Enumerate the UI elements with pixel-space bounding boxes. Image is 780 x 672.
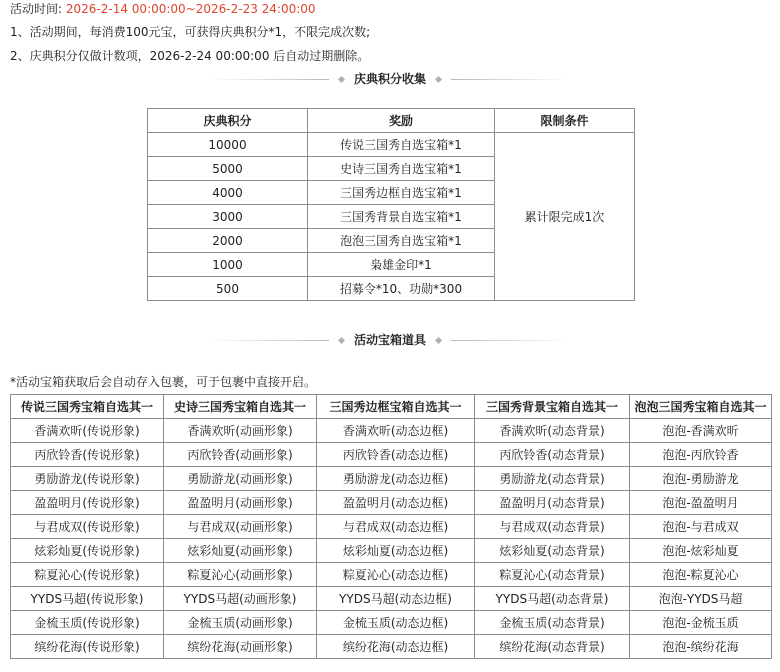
table-cell: 与君成双(动态背景) <box>475 515 630 539</box>
table-cell: 缤纷花海(动画形象) <box>164 635 317 659</box>
title-divider-left <box>209 340 329 341</box>
limit-header-cell: 限制条件 <box>495 109 635 133</box>
table-cell: 炫彩灿夏(动态边框) <box>317 539 475 563</box>
box-note: *活动宝箱获取后会自动存入包裹，可于包裹中直接开启。 <box>10 375 317 389</box>
table-cell: 丙欣铃香(动态背景) <box>475 443 630 467</box>
table-cell: 金梳玉质(动画形象) <box>164 611 317 635</box>
table-cell: 粽夏沁心(动态背景) <box>475 563 630 587</box>
points-table-header-row <box>148 109 635 133</box>
table-row <box>11 635 772 659</box>
bubble-box-header: 泡泡三国秀宝箱自选其一 <box>630 395 772 419</box>
title-divider-left <box>209 79 329 80</box>
table-cell: 泡泡-与君成双 <box>630 515 772 539</box>
reward-cell: 史诗三国秀自选宝箱*1 <box>308 157 495 181</box>
box-table <box>10 394 772 659</box>
table-cell: 丙欣铃香(传说形象) <box>11 443 164 467</box>
table-cell: 炫彩灿夏(传说形象) <box>11 539 164 563</box>
table-row <box>148 133 635 157</box>
table-cell: 丙欣铃香(动态边框) <box>317 443 475 467</box>
diamond-icon <box>338 337 345 344</box>
table-row <box>11 419 772 443</box>
title-divider-right <box>451 79 571 80</box>
table-cell: 缤纷花海(动态边框) <box>317 635 475 659</box>
title-divider-right <box>451 340 571 341</box>
reward-cell: 泡泡三国秀自选宝箱*1 <box>308 229 495 253</box>
points-section-title <box>0 71 780 87</box>
table-cell: 盈盈明月(动画形象) <box>164 491 317 515</box>
points-section-title-text: 庆典积分收集 <box>353 72 426 86</box>
table-cell: 金梳玉质(传说形象) <box>11 611 164 635</box>
points-cell: 3000 <box>148 205 308 229</box>
diamond-icon <box>435 337 442 344</box>
table-row <box>11 491 772 515</box>
table-cell: YYDS马超(动态背景) <box>475 587 630 611</box>
table-cell: 金梳玉质(动态边框) <box>317 611 475 635</box>
box-section-title <box>0 332 780 348</box>
table-cell: 与君成双(传说形象) <box>11 515 164 539</box>
table-cell: 与君成双(动画形象) <box>164 515 317 539</box>
table-cell: 泡泡-YYDS马超 <box>630 587 772 611</box>
table-cell: 泡泡-丙欣铃香 <box>630 443 772 467</box>
table-row <box>11 539 772 563</box>
limit-cell: 累计限完成1次 <box>495 133 635 301</box>
points-table <box>147 108 635 301</box>
box-table-header-row <box>11 395 772 419</box>
table-cell: YYDS马超(动态边框) <box>317 587 475 611</box>
points-cell: 2000 <box>148 229 308 253</box>
table-cell: 丙欣铃香(动画形象) <box>164 443 317 467</box>
reward-cell: 招募令*10、功勋*300 <box>308 277 495 301</box>
table-cell: 勇励游龙(动态边框) <box>317 467 475 491</box>
table-cell: 缤纷花海(动态背景) <box>475 635 630 659</box>
background-box-header: 三国秀背景宝箱自选其一 <box>475 395 630 419</box>
reward-cell: 枭雄金印*1 <box>308 253 495 277</box>
points-header-cell: 庆典积分 <box>148 109 308 133</box>
event-rule-1: 1、活动期间，每消费100元宝，可获得庆典积分*1，不限完成次数; <box>10 25 371 39</box>
table-row <box>11 515 772 539</box>
reward-cell: 三国秀背景自选宝箱*1 <box>308 205 495 229</box>
table-cell: YYDS马超(动画形象) <box>164 587 317 611</box>
reward-cell: 传说三国秀自选宝箱*1 <box>308 133 495 157</box>
points-cell: 4000 <box>148 181 308 205</box>
legend-box-header: 传说三国秀宝箱自选其一 <box>11 395 164 419</box>
table-cell: 粽夏沁心(传说形象) <box>11 563 164 587</box>
points-cell: 1000 <box>148 253 308 277</box>
table-cell: 香满欢昕(传说形象) <box>11 419 164 443</box>
table-cell: 金梳玉质(动态背景) <box>475 611 630 635</box>
table-cell: 盈盈明月(传说形象) <box>11 491 164 515</box>
table-cell: 粽夏沁心(动态边框) <box>317 563 475 587</box>
table-cell: 泡泡-盈盈明月 <box>630 491 772 515</box>
table-cell: 盈盈明月(动态背景) <box>475 491 630 515</box>
event-time-value: 2026-2-14 00:00:00~2026-2-23 24:00:00 <box>65 2 316 16</box>
epic-box-header: 史诗三国秀宝箱自选其一 <box>164 395 317 419</box>
table-cell: 泡泡-金梳玉质 <box>630 611 772 635</box>
table-cell: 炫彩灿夏(动画形象) <box>164 539 317 563</box>
table-cell: 香满欢昕(动态边框) <box>317 419 475 443</box>
event-time-label: 活动时间: <box>10 2 63 16</box>
diamond-icon <box>435 76 442 83</box>
event-time-line <box>10 1 316 17</box>
points-cell: 500 <box>148 277 308 301</box>
table-cell: 勇励游龙(动态背景) <box>475 467 630 491</box>
points-cell: 5000 <box>148 157 308 181</box>
table-cell: 勇励游龙(传说形象) <box>11 467 164 491</box>
table-row <box>11 587 772 611</box>
table-cell: 缤纷花海(传说形象) <box>11 635 164 659</box>
table-cell: 炫彩灿夏(动态背景) <box>475 539 630 563</box>
table-row <box>11 467 772 491</box>
table-cell: YYDS马超(传说形象) <box>11 587 164 611</box>
table-cell: 与君成双(动态边框) <box>317 515 475 539</box>
table-cell: 粽夏沁心(动画形象) <box>164 563 317 587</box>
table-cell: 勇励游龙(动画形象) <box>164 467 317 491</box>
table-cell: 泡泡-炫彩灿夏 <box>630 539 772 563</box>
table-cell: 泡泡-粽夏沁心 <box>630 563 772 587</box>
reward-header-cell: 奖励 <box>308 109 495 133</box>
table-cell: 泡泡-缤纷花海 <box>630 635 772 659</box>
table-cell: 盈盈明月(动态边框) <box>317 491 475 515</box>
event-rule-2: 2、庆典积分仅做计数项，2026-2-24 00:00:00 后自动过期删除。 <box>10 49 370 63</box>
reward-cell: 三国秀边框自选宝箱*1 <box>308 181 495 205</box>
table-cell: 泡泡-香满欢昕 <box>630 419 772 443</box>
table-row <box>11 563 772 587</box>
points-cell: 10000 <box>148 133 308 157</box>
box-section-title-text: 活动宝箱道具 <box>353 333 426 347</box>
diamond-icon <box>338 76 345 83</box>
table-row <box>11 611 772 635</box>
frame-box-header: 三国秀边框宝箱自选其一 <box>317 395 475 419</box>
table-cell: 泡泡-勇励游龙 <box>630 467 772 491</box>
table-row <box>11 443 772 467</box>
table-cell: 香满欢昕(动态背景) <box>475 419 630 443</box>
table-cell: 香满欢昕(动画形象) <box>164 419 317 443</box>
